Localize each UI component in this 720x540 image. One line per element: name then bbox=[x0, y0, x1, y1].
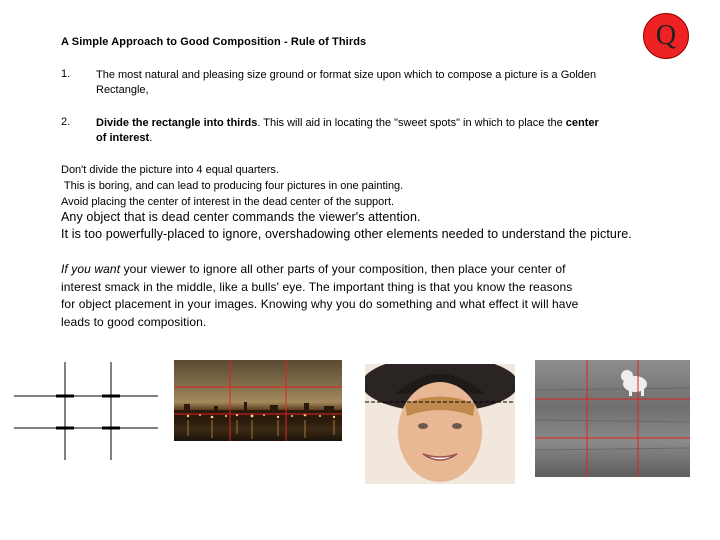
closing-line1: your viewer to ignore all other parts of your composition, then place your center of bbox=[120, 262, 566, 276]
harbor-night-photo bbox=[174, 360, 342, 441]
note-line: This is boring, and can lead to producing four pictures in one painting. bbox=[61, 180, 404, 192]
thirds-grid-diagram bbox=[14, 362, 162, 462]
list-item-2 bbox=[96, 116, 656, 146]
list-item-1-line1: The most natural and pleasing size ground or format size upon which to compose a picture is a Golden bbox=[96, 69, 597, 81]
list-item-2-bold1: Divide the rectangle into thirds bbox=[96, 117, 258, 129]
list-item-1-line2: Rectangle, bbox=[96, 84, 149, 96]
portrait-scene bbox=[365, 364, 515, 484]
dog-running-photo bbox=[535, 360, 690, 477]
closing-line bbox=[61, 261, 621, 279]
emphasis-block bbox=[61, 209, 632, 243]
list-item-2-text2: . bbox=[149, 132, 153, 144]
closing-line: leads to good composition. bbox=[61, 314, 207, 329]
list-item-2-line1 bbox=[96, 116, 656, 131]
emphasis-line: Any object that is dead center commands the viewer's attention. bbox=[61, 210, 421, 224]
closing-line: interest smack in the middle, like a bulls' eye. The important thing is that you know the reasons bbox=[61, 279, 573, 294]
closing-line: for object placement in your images. Knowing why you do something and what effect it will have bbox=[61, 297, 579, 311]
emphasis-line: It is too powerfully-placed to ignore, overshadowing other elements needed to understand the picture. bbox=[61, 227, 632, 241]
list-item-1 bbox=[96, 68, 656, 98]
notes-block bbox=[61, 162, 403, 210]
page-title: A Simple Approach to Good Composition - Rule of Thirds bbox=[61, 36, 367, 48]
boy-portrait-photo bbox=[365, 364, 515, 484]
list-item-2-line2 bbox=[96, 131, 656, 146]
harbor-scene bbox=[174, 360, 342, 441]
q-badge bbox=[643, 13, 689, 59]
list-number-1: 1. bbox=[61, 68, 71, 80]
closing-italic: If you want bbox=[61, 262, 121, 276]
list-item-2-text1: . This will aid in locating the "sweet spots" in which to place the bbox=[257, 117, 566, 129]
list-item-2-bold3: of interest bbox=[96, 132, 150, 144]
list-item-2-bold2: center bbox=[565, 117, 599, 129]
badge-letter: Q bbox=[655, 20, 677, 51]
closing-paragraph bbox=[61, 261, 621, 331]
dog bbox=[621, 370, 647, 396]
note-line: Don't divide the picture into 4 equal quarters. bbox=[61, 164, 279, 176]
list-number-2: 2. bbox=[61, 116, 71, 128]
dog-scene bbox=[535, 360, 690, 477]
note-line: Avoid placing the center of interest in the dead center of the support. bbox=[61, 196, 395, 208]
